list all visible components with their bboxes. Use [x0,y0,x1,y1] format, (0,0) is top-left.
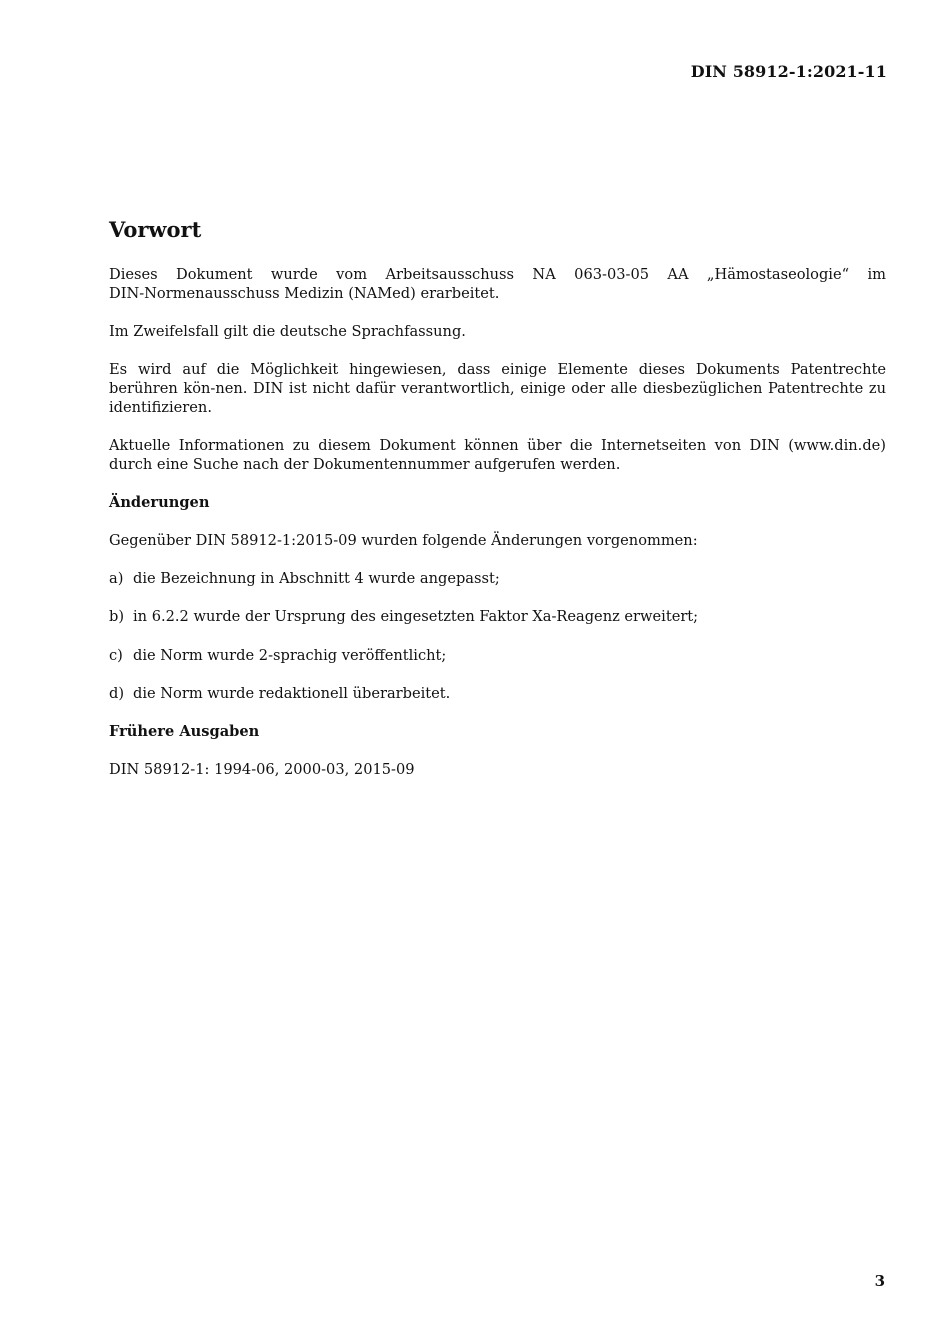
section-title: Vorwort [109,217,202,242]
changes-heading: Änderungen [109,494,210,511]
list-item [109,569,886,588]
list-item [109,607,886,626]
paragraph-committee-line2: DIN-Normenausschuss Medizin (NAMed) erarbeitet. [109,285,500,302]
list-item [109,646,886,665]
paragraph-committee-line1: Dieses Dokument wurde vom Arbeitsausschuss NA 063-03-05 AA „Hämostaseologie“ im [109,266,886,283]
document-id: DIN 58912-1:2021-11 [690,62,887,81]
paragraph-committee [109,265,886,303]
list-marker: b) [109,608,125,625]
previous-editions-heading: Frühere Ausgaben [109,723,260,740]
previous-editions-text: DIN 58912-1: 1994-06, 2000-03, 2015-09 [109,761,415,778]
paragraph-info: Aktuelle Informationen zu diesem Dokument können über die Internetseiten von DIN (www.din.de) durch eine Suche nach der Dokumentennummer aufgerufen werden. [109,437,886,473]
paragraph-language: Im Zweifelsfall gilt die deutsche Sprachfassung. [109,323,466,340]
list-item-text: die Norm wurde redaktionell überarbeitet. [133,685,451,702]
list-item-text: die Bezeichnung in Abschnitt 4 wurde angepasst; [133,570,500,587]
list-marker: a) [109,570,124,587]
list-item-text: in 6.2.2 wurde der Ursprung des eingesetzten Faktor Xa-Reagenz erweitert; [133,608,699,625]
page-number: 3 [874,1272,885,1290]
list-item [109,684,886,703]
changes-intro: Gegenüber DIN 58912-1:2015-09 wurden folgende Änderungen vorgenommen: [109,532,698,549]
paragraph-patent: Es wird auf die Möglichkeit hingewiesen, dass einige Elemente dieses Dokuments Patentrechte berühren kön-nen. DIN ist nicht dafür verantwortlich, einige oder alle diesbezüglichen Patentrechte zu identifizieren. [109,361,886,416]
foreword-section [109,216,886,798]
list-marker: c) [109,647,123,664]
list-marker: d) [109,685,125,702]
list-item-text: die Norm wurde 2-sprachig veröffentlicht; [133,647,447,664]
